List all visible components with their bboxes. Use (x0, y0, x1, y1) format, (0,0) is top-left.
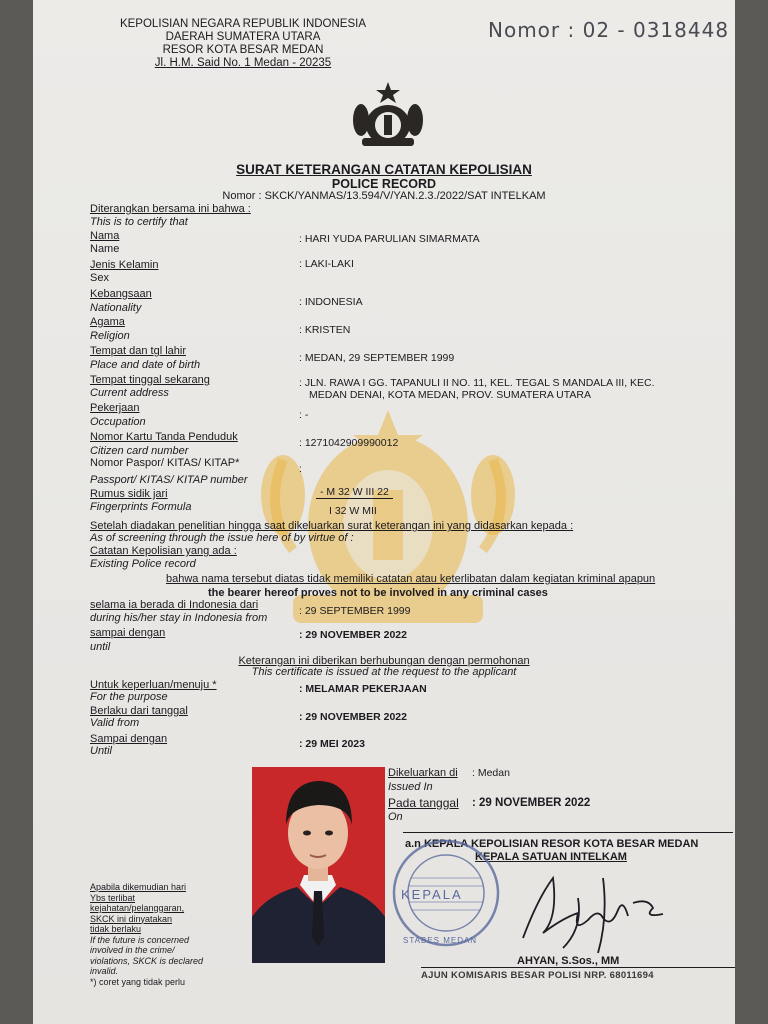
header-line-2: DAERAH SUMATERA UTARA (165, 31, 321, 43)
record-label-id: Catatan Kepolisian yang ada : (90, 545, 237, 557)
serial-number: Nomor : 02 - 0318448 (488, 18, 730, 42)
document-subtitle: POLICE RECORD (331, 177, 437, 191)
field-label-en: Name (90, 243, 120, 255)
field-label-en: Sex (90, 272, 109, 284)
field-label-id: Nama (90, 230, 120, 242)
field-label-id: Pekerjaan (90, 402, 140, 414)
footnote-note: *) coret yang tidak perlu (90, 976, 186, 987)
valid-until-value: : 29 MEI 2023 (299, 738, 365, 750)
field-value-occupation: : - (299, 409, 309, 421)
field-value-nationality: : INDONESIA (299, 296, 363, 308)
field-label-id: Tempat tinggal sekarang (90, 374, 210, 386)
stamp-ring-text: STABES MEDAN (403, 936, 478, 945)
footnote-en-line: violations, SKCK is declared (90, 955, 204, 966)
nationality-value: INDONESIA (304, 296, 363, 308)
issued-place-value: : Medan (472, 767, 510, 779)
valid-from-id: Berlaku dari tanggal (90, 705, 188, 717)
signatory-rule (421, 967, 735, 968)
field-label-id: Rumus sidik jari (90, 488, 168, 500)
field-label-en: Passport/ KITAS/ KITAP number (90, 474, 248, 486)
field-value-religion: : KRISTEN (299, 324, 351, 336)
issued-place: Medan (477, 767, 510, 779)
signatory-name: AHYAN, S.Sos., MM (517, 955, 620, 967)
stay-from-value: : 29 SEPTEMBER 1999 (299, 605, 411, 617)
birth-value: MEDAN, 29 SEPTEMBER 1999 (304, 352, 455, 364)
intro-en: This is to certify that (90, 216, 188, 228)
footnote-en-line: involved in the crime/ (90, 945, 175, 955)
issued-date-id: Pada tanggal (388, 796, 459, 810)
footnote-line: SKCK ini dinyatakan (90, 913, 173, 924)
footnote-en-line: invalid. (90, 966, 119, 976)
signatory-rank: AJUN KOMISARIS BESAR POLISI NRP. 68011694 (421, 970, 654, 981)
field-label-id: Kebangsaan (90, 288, 152, 300)
signature-line-2: KEPALA SATUAN INTELKAM (475, 851, 627, 863)
valid-from-date: 29 NOVEMBER 2022 (305, 711, 407, 723)
stay-until-id: sampai dengan (90, 627, 166, 639)
field-value-id-card: : 1271042909990012 (299, 437, 399, 449)
police-emblem-icon (348, 80, 428, 150)
purpose-text: MELAMAR PEKERJAAN (305, 683, 427, 695)
document-number: Nomor : SKCK/YANMAS/13.594/V/YAN.2.3./2022/SAT INTELKAM (222, 190, 546, 202)
fingerprint-value-1: M 32 W III 22 (326, 486, 389, 498)
stay-until-value: : 29 NOVEMBER 2022 (299, 629, 407, 641)
issued-date-value: : 29 NOVEMBER 2022 (472, 797, 591, 809)
record-label-en: Existing Police record (90, 558, 196, 570)
stay-until-en: until (90, 641, 111, 653)
field-label-en: Occupation (90, 416, 146, 428)
document-title: SURAT KETERANGAN CATATAN KEPOLISIAN (236, 162, 532, 177)
stay-from-date: 29 SEPTEMBER 1999 (304, 605, 411, 617)
stay-from-en: during his/her stay in Indonesia from (90, 612, 268, 624)
issued-place-id: Dikeluarkan di (388, 767, 458, 779)
stamp-center-text: KEPALA (401, 887, 463, 902)
field-label-en: Fingerprints Formula (90, 501, 192, 513)
valid-until-date: 29 MEI 2023 (305, 738, 365, 750)
field-label-en: Nationality (90, 302, 142, 314)
fingerprint-value-2: I 32 W MII (329, 505, 377, 517)
issued-date: 29 NOVEMBER 2022 (479, 797, 591, 809)
applicant-photo (252, 767, 385, 963)
handwritten-signature-icon (503, 858, 673, 958)
statement-id: bahwa nama tersebut diatas tidak memiliki catatan atau keterlibatan dalam kegiatan kriminal apapun (166, 573, 656, 585)
purpose-value: : MELAMAR PEKERJAAN (299, 683, 427, 695)
valid-until-id: Sampai dengan (90, 733, 168, 745)
footnote-line: kejahatan/pelanggaran, (90, 903, 185, 913)
footnote-line: Apabila dikemudian hari (90, 882, 187, 892)
purpose-id: Untuk keperluan/menuju * (90, 679, 217, 691)
portrait-icon (252, 767, 385, 963)
field-label-id: Nomor Kartu Tanda Penduduk (90, 431, 238, 443)
field-label-id: Agama (90, 316, 125, 328)
religion-value: KRISTEN (304, 324, 351, 336)
issued-place-en: Issued In (388, 781, 433, 793)
screening-en: As of screening through the issue here of by virtue of : (90, 532, 354, 544)
valid-from-en: Valid from (90, 717, 140, 729)
request-id: Keterangan ini diberikan berhubungan dengan permohonan (238, 655, 530, 667)
fingerprint-value-top: - M 32 W III 22 (316, 486, 393, 499)
field-label-id: Jenis Kelamin (90, 259, 159, 271)
header-line-3: RESOR KOTA BESAR MEDAN (162, 44, 324, 56)
field-value-address: : JLN. RAWA I GG. TAPANULI II NO. 11, KEL. TEGAL S MANDALA III, KEC. (299, 377, 655, 389)
footnote-line: Ybs terlibat (90, 892, 136, 903)
valid-until-en: Until (90, 745, 113, 757)
police-record-document (33, 0, 735, 1024)
intro-id: Diterangkan bersama ini bahwa : (90, 203, 251, 215)
field-label-en: Religion (90, 330, 130, 342)
header-line-1: KEPOLISIAN NEGARA REPUBLIK INDONESIA (119, 18, 367, 30)
field-label-en: Place and date of birth (90, 359, 201, 371)
id-card-value: 1271042909990012 (304, 437, 399, 449)
footnote-en-line: If the future is concerned (90, 934, 190, 945)
name-value: HARI YUDA PARULIAN SIMARMATA (304, 233, 480, 245)
field-value-sex: : LAKI-LAKI (299, 258, 354, 270)
stay-from-id: selama ia berada di Indonesia dari (90, 599, 259, 611)
address-value-line1: JLN. RAWA I GG. TAPANULI II NO. 11, KEL. TEGAL S MANDALA III, KEC. (304, 377, 655, 389)
field-label-en: Citizen card number (90, 445, 189, 457)
address-value-line2: MEDAN DENAI, KOTA MEDAN, PROV. SUMATERA UTARA (309, 389, 591, 401)
footnote-block (90, 882, 203, 987)
stay-until-date: 29 NOVEMBER 2022 (305, 629, 407, 641)
field-value-birth: : MEDAN, 29 SEPTEMBER 1999 (299, 352, 455, 364)
header-address: Jl. H.M. Said No. 1 Medan - 20235 (154, 57, 332, 69)
sex-value: LAKI-LAKI (304, 258, 354, 270)
agency-header (93, 18, 393, 70)
occupation-value: - (304, 409, 309, 421)
request-en: This certificate is issued at the request to the applicant (251, 666, 517, 678)
signature-line-1: a.n KEPALA KEPOLISIAN RESOR KOTA BESAR MEDAN (405, 838, 699, 850)
field-label-en: Current address (90, 387, 169, 399)
issued-date-en: On (388, 811, 403, 823)
field-value-name: : HARI YUDA PARULIAN SIMARMATA (299, 233, 480, 245)
screening-id: Setelah diadakan penelitian hingga saat dikeluarkan surat keterangan ini yang didasarkan kepada : (90, 520, 574, 532)
field-label-id: Nomor Paspor/ KITAS/ KITAP* (90, 457, 240, 469)
purpose-en: For the purpose (90, 691, 168, 703)
field-label-id: Tempat dan tgl lahir (90, 345, 186, 357)
statement-en: the bearer hereof proves not to be involved in any criminal cases (208, 587, 548, 599)
valid-from-value: : 29 NOVEMBER 2022 (299, 711, 407, 723)
footnote-line: tidak berlaku (90, 924, 142, 934)
field-value-passport: : (299, 463, 302, 475)
